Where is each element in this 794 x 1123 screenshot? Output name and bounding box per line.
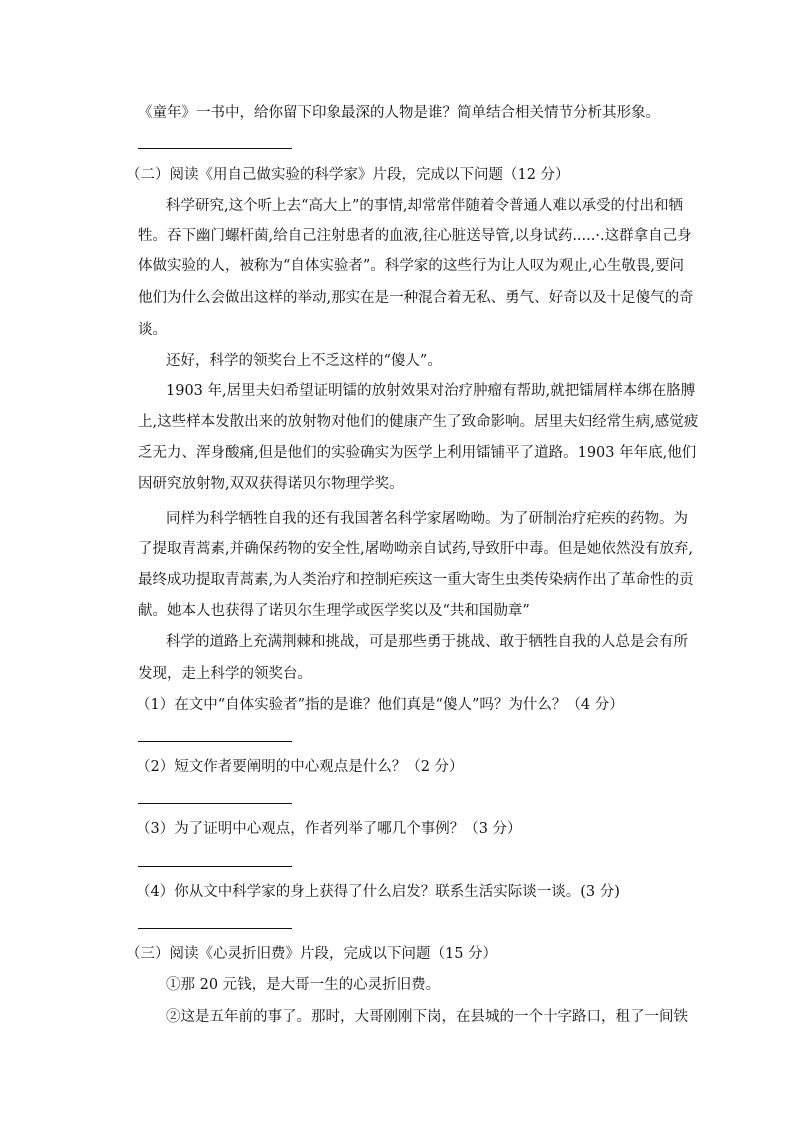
section2-heading: （二）阅读《用自己做实验的科学家》片段，完成以下问题（12 分）: [126, 167, 570, 183]
section2-paragraph-line: 因研究放射物,双双获得诺贝尔物理学奖。: [138, 476, 404, 492]
question-2: （2）短文作者要阐明的中心观点是什么？（2 分）: [136, 759, 464, 775]
answer-line: [138, 928, 292, 929]
section2-paragraph-line: 牲。吞下幽门螺杆菌,给自己注射患者的血液,往心脏送导管,以身试药.....·.这群拿自己身: [138, 228, 692, 244]
section3-heading: （三）阅读《心灵折旧费》片段，完成以下问题（15 分）: [126, 946, 498, 962]
question-1: （1）在文中“自体实验者”指的是谁？他们真是“傻人”吗？为什么？（4 分）: [136, 697, 624, 713]
answer-line: [138, 148, 292, 149]
section2-paragraph-line: 献。她本人也获得了诺贝尔生理学或医学奖以及“共和国勋章”: [138, 603, 530, 619]
section2-paragraph-line: 同样为科学牺牲自我的还有我国著名科学家屠呦呦。为了研制治疗疟疾的药物。为: [166, 511, 688, 527]
section2-paragraph-line: 谈。: [138, 322, 167, 338]
section2-paragraph-line: 科学研究,这个听上去“高大上”的事情,却常常伴随着令普通人难以承受的付出和牺: [166, 198, 684, 214]
question-3: （3）为了证明中心观点，作者列举了哪几个事例？（3 分）: [136, 821, 522, 837]
intro-question: 《童年》一书中，给你留下印象最深的人物是谁？简单结合相关情节分析其形象。: [138, 105, 660, 121]
answer-line: [138, 741, 292, 742]
section2-paragraph-line: 了提取青蒿素,并确保药物的安全性,屠呦呦亲自试药,导致肝中毒。但是她依然没有放弃,: [138, 541, 693, 557]
answer-line: [138, 866, 292, 867]
section3-paragraph-line: ①那 20 元钱，是大哥一生的心灵折旧费。: [166, 977, 441, 993]
section2-paragraph-line: 1903 年,居里夫妇希望证明镭的放射效果对治疗肿瘤有帮助,就把镭屑样本绑在胳膊: [166, 383, 696, 399]
section3-paragraph-line: ②这是五年前的事了。那时，大哥刚刚下岗，在县城的一个十字路口，租了一间铁: [166, 1009, 688, 1025]
answer-line: [138, 803, 292, 804]
question-4: （4）你从文中科学家的身上获得了什么启发？联系生活实际谈一谈。(3 分): [136, 884, 620, 900]
section2-paragraph-line: 科学的道路上充满荆棘和挑战，可是那些勇于挑战、敢于牺牲自我的人总是会有所: [166, 634, 688, 650]
section2-paragraph-line: 最终成功提取青蒿素,为人类治疗和控制疟疾这一重大寄生虫类传染病作出了革命性的贡: [138, 572, 694, 588]
section2-paragraph-line: 乏无力、浑身酸痛,但是他们的实验确实为医学上利用镭铺平了道路。1903 年年底,他们: [138, 445, 697, 461]
section2-paragraph-line: 上,这些样本发散出来的放射物对他们的健康产生了致命影响。居里夫妇经常生病,感觉疲: [138, 414, 699, 430]
section2-paragraph-line: 他们为什么会做出这样的举动,那实在是一种混合着无私、勇气、好奇以及十足傻气的奇: [138, 290, 694, 306]
section2-paragraph-line: 体做实验的人，被称为“自体实验者”。科学家的这些行为让人叹为观止,心生敬畏,要问: [138, 258, 685, 274]
section2-paragraph-line: 还好，科学的领奖台上不乏这样的“傻人”。: [166, 353, 442, 369]
section2-paragraph-line: 发现，走上科学的领奖台。: [138, 666, 312, 682]
